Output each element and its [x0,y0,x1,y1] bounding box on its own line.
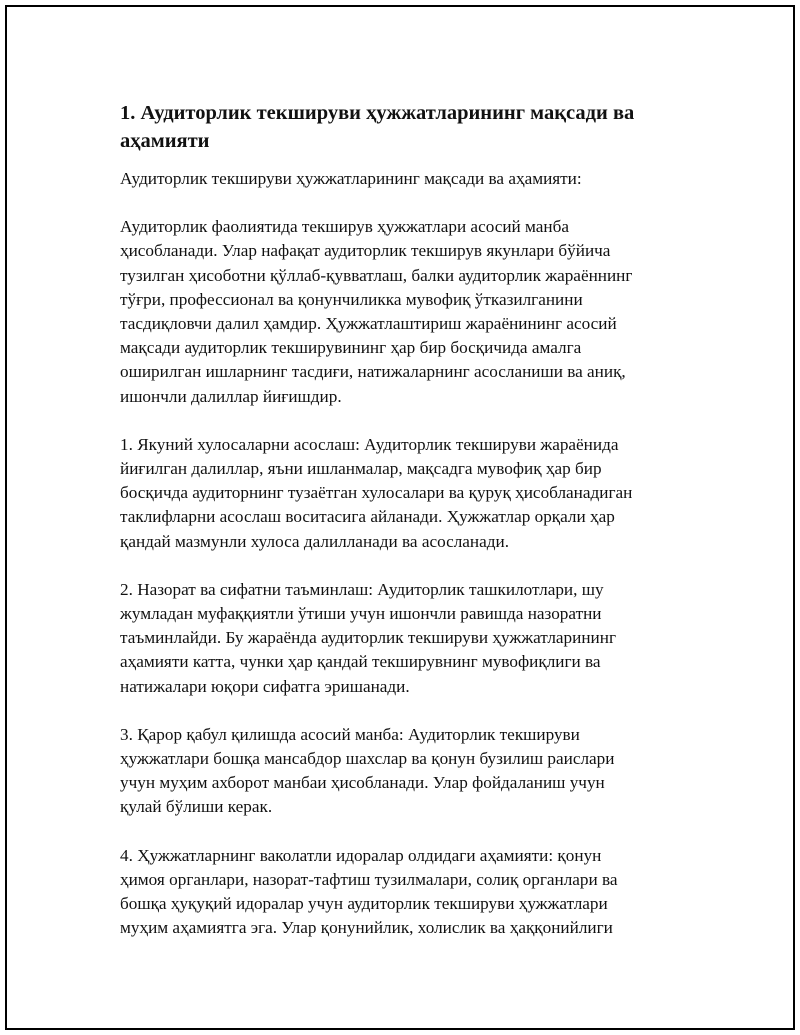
text-line: ҳимоя органлари, назорат-тафтиш тузилмалари, солиқ органлари ва [120,869,618,889]
text-line: тасдиқловчи далил ҳамдир. Ҳужжатлаштириш жараёнининг асосий [120,314,617,334]
text-line: натижалари юқори сифатга эришанади. [120,676,410,696]
text-line: Аудиторлик фаолиятида текширув ҳужжатлари асосий манба [120,217,569,237]
text-line: ишончли далиллар йиғишдир. [120,386,342,406]
text-line: 1. Якуний хулосаларни асослаш: Аудиторлик текшируви жараёнида [120,434,619,454]
text-line: оширилган ишларнинг тасдиғи, натижаларнинг асосланиши ва аниқ, [120,362,626,382]
text-line: жумладан муфаққиятли ўтиши учун ишончли равишда назоратни [120,604,602,624]
text-line: таъминлайди. Бу жараёнда аудиторлик текшируви ҳужжатларининг [120,628,616,648]
paragraph-overview [120,215,690,409]
text-line: 3. Қарор қабул қилишда асосий манба: Аудиторлик текшируви [120,724,580,744]
text-line: қандай мазмунли хулоса далилланади ва асосланади. [120,531,510,551]
paragraph-item-2 [120,578,690,699]
paragraph-item-1 [120,433,690,554]
text-line: бошқа ҳуқуқий идоралар учун аудиторлик текшируви ҳужжатлари [120,894,608,914]
paragraph-item-3 [120,723,690,820]
intro-paragraph [120,167,690,191]
text-line: учун муҳим ахборот манбаи ҳисобланади. Улар фойдаланиш учун [120,773,605,793]
text-line: тўғри, профессионал ва қонунчиликка мувофиқ ўтказилганини [120,289,583,309]
intro-line: Аудиторлик текшируви ҳужжатларининг мақсади ва аҳамияти: [120,169,582,188]
text-line: 2. Назорат ва сифатни таъминлаш: Аудиторлик ташкилотлари, шу [120,579,604,599]
paragraph-item-4 [120,844,690,941]
title-line: аҳамияти [120,130,210,152]
document-body [120,99,690,964]
document-title [120,99,690,155]
text-line: аҳамияти катта, чунки ҳар қандай текширувнинг мувофиқлиги ва [120,652,601,672]
text-line: тузилган ҳисоботни қўллаб-қувватлаш, балки аудиторлик жараённинг [120,265,633,285]
text-line: таклифларни асослаш воситасига айланади. Ҳужжатлар орқали ҳар [120,507,615,527]
text-line: 4. Ҳужжатларнинг ваколатли идоралар олдидаги аҳамияти: қонун [120,845,602,865]
text-line: йиғилган далиллар, яъни ишланмалар, мақсадга мувофиқ ҳар бир [120,459,602,479]
text-line: ҳисобланади. Улар нафақат аудиторлик текширув якунлари бўйича [120,241,611,261]
title-line: 1. Аудиторлик текшируви ҳужжатларининг мақсади ва [120,102,635,124]
text-line: ҳужжатлари бошқа мансабдор шахслар ва қонун бузилиш раислари [120,749,615,769]
text-line: қулай бўлиши керак. [120,797,273,817]
text-line: босқичда аудиторнинг тузаётган хулосалари ва қуруқ ҳисобланадиган [120,483,633,503]
text-line: мақсади аудиторлик текширувининг ҳар бир босқичида амалга [120,338,582,358]
document-page [5,5,795,1030]
text-line: муҳим аҳамиятга эга. Улар қонунийлик, холислик ва ҳаққонийлиги [120,918,613,938]
